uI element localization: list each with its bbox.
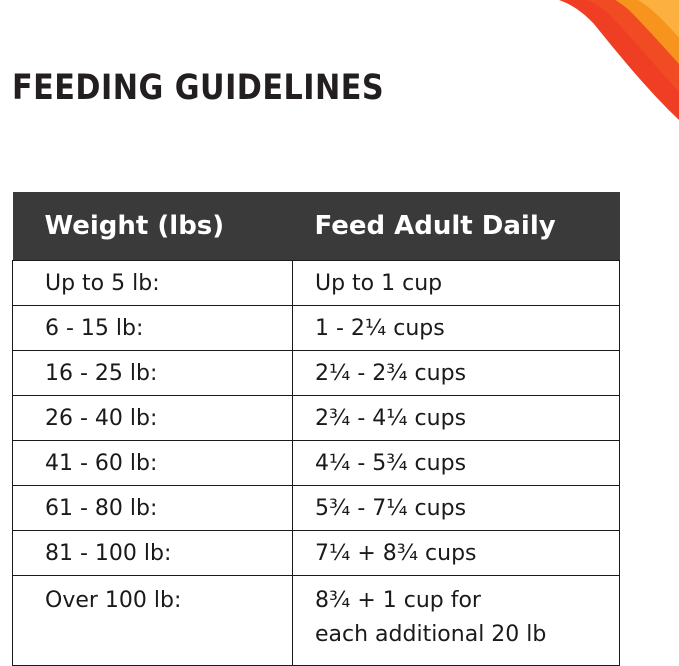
table-row <box>13 576 620 666</box>
cell-feed <box>293 576 620 666</box>
cell-feed-line1: 8¾ + 1 cup for <box>315 588 481 613</box>
table-header <box>13 192 620 261</box>
table-header-row <box>13 192 620 261</box>
cell-weight: 26 - 40 lb: <box>13 396 293 441</box>
column-header-feed: Feed Adult Daily <box>293 192 620 261</box>
page-title: FEEDING GUIDELINES <box>12 68 385 108</box>
cell-weight: 16 - 25 lb: <box>13 351 293 396</box>
cell-weight: 61 - 80 lb: <box>13 486 293 531</box>
cell-weight: 81 - 100 lb: <box>13 531 293 576</box>
cell-feed-line2: each additional 20 lb <box>315 622 547 648</box>
table-row <box>13 396 620 441</box>
column-header-weight: Weight (lbs) <box>13 192 293 261</box>
cell-feed: 1 - 2¼ cups <box>293 306 620 351</box>
feeding-table-container <box>12 192 619 666</box>
cell-weight: 6 - 15 lb: <box>13 306 293 351</box>
cell-feed: Up to 1 cup <box>293 261 620 306</box>
cell-feed: 2¼ - 2¾ cups <box>293 351 620 396</box>
decorative-swoosh-graphic <box>419 0 679 200</box>
table-row <box>13 261 620 306</box>
table-row <box>13 306 620 351</box>
table-row <box>13 351 620 396</box>
cell-feed: 7¼ + 8¾ cups <box>293 531 620 576</box>
cell-weight: Over 100 lb: <box>13 576 293 666</box>
table-row <box>13 531 620 576</box>
cell-feed: 2¾ - 4¼ cups <box>293 396 620 441</box>
table-row <box>13 441 620 486</box>
cell-feed: 5¾ - 7¼ cups <box>293 486 620 531</box>
table-body <box>13 261 620 666</box>
feeding-guidelines-table <box>12 192 620 666</box>
cell-weight: Up to 5 lb: <box>13 261 293 306</box>
table-row <box>13 486 620 531</box>
cell-weight: 41 - 60 lb: <box>13 441 293 486</box>
cell-feed: 4¼ - 5¾ cups <box>293 441 620 486</box>
